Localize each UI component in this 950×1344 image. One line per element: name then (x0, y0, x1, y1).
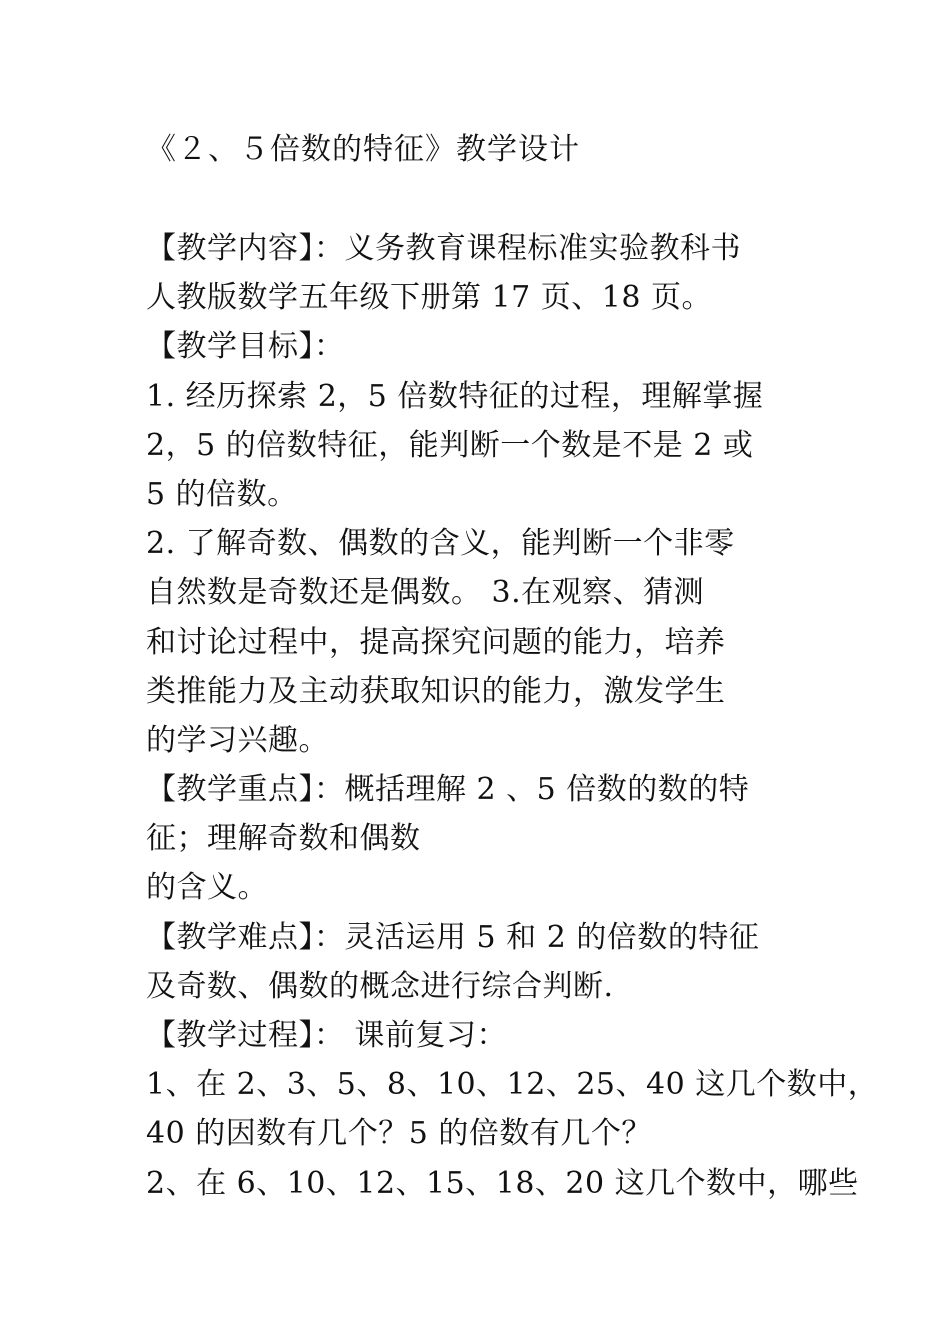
body-line-20: 2、在 6、10、12、15、18、20 这几个数中，哪些 (146, 1165, 859, 1201)
body-line-8: 自然数是奇数还是偶数。 3.在观察、猜测 (146, 575, 705, 611)
body-line-18: 1、在 2、3、5、8、10、12、25、40 这几个数中， (146, 1067, 879, 1103)
body-line-19: 40 的因数有几个？5 的倍数有几个？ (146, 1116, 652, 1152)
body-line-17: 【教学过程】： 课前复习： (146, 1018, 508, 1053)
body-line-16: 及奇数、偶数的概念进行综合判断. (146, 968, 614, 1004)
body-line-2: 人教版数学五年级下册第 17 页、18 页。 (146, 280, 712, 316)
body-line-10: 类推能力及主动获取知识的能力，激发学生 (146, 673, 726, 709)
body-line-1: 【教学内容】：义务教育课程标准实验教科书 (146, 231, 741, 266)
body-line-4: 1. 经历探索 2，5 倍数特征的过程，理解掌握 (146, 378, 764, 414)
body-line-6: 5 的倍数。 (146, 476, 298, 512)
body-line-3: 【教学目标】： (146, 329, 345, 365)
body-line-13: 征；理解奇数和偶数 (146, 821, 421, 857)
body-line-15: 【教学难点】：灵活运用 5 和 2 的倍数的特征 (146, 919, 760, 955)
document-title: 《２、５倍数的特征》教学设计 (146, 132, 580, 167)
body-line-5: 2，5 的倍数特征，能判断一个数是不是 2 或 (146, 427, 754, 463)
document-body (146, 224, 879, 1208)
body-line-7: 2. 了解奇数、偶数的含义，能判断一个非零 (146, 526, 735, 562)
body-line-9: 和讨论过程中，提高探究问题的能力，培养 (146, 624, 726, 660)
body-line-14: 的含义。 (146, 870, 268, 906)
body-line-11: 的学习兴趣。 (146, 722, 329, 758)
body-line-12: 【教学重点】：概括理解 2 、5 倍数的数的特 (146, 772, 750, 808)
